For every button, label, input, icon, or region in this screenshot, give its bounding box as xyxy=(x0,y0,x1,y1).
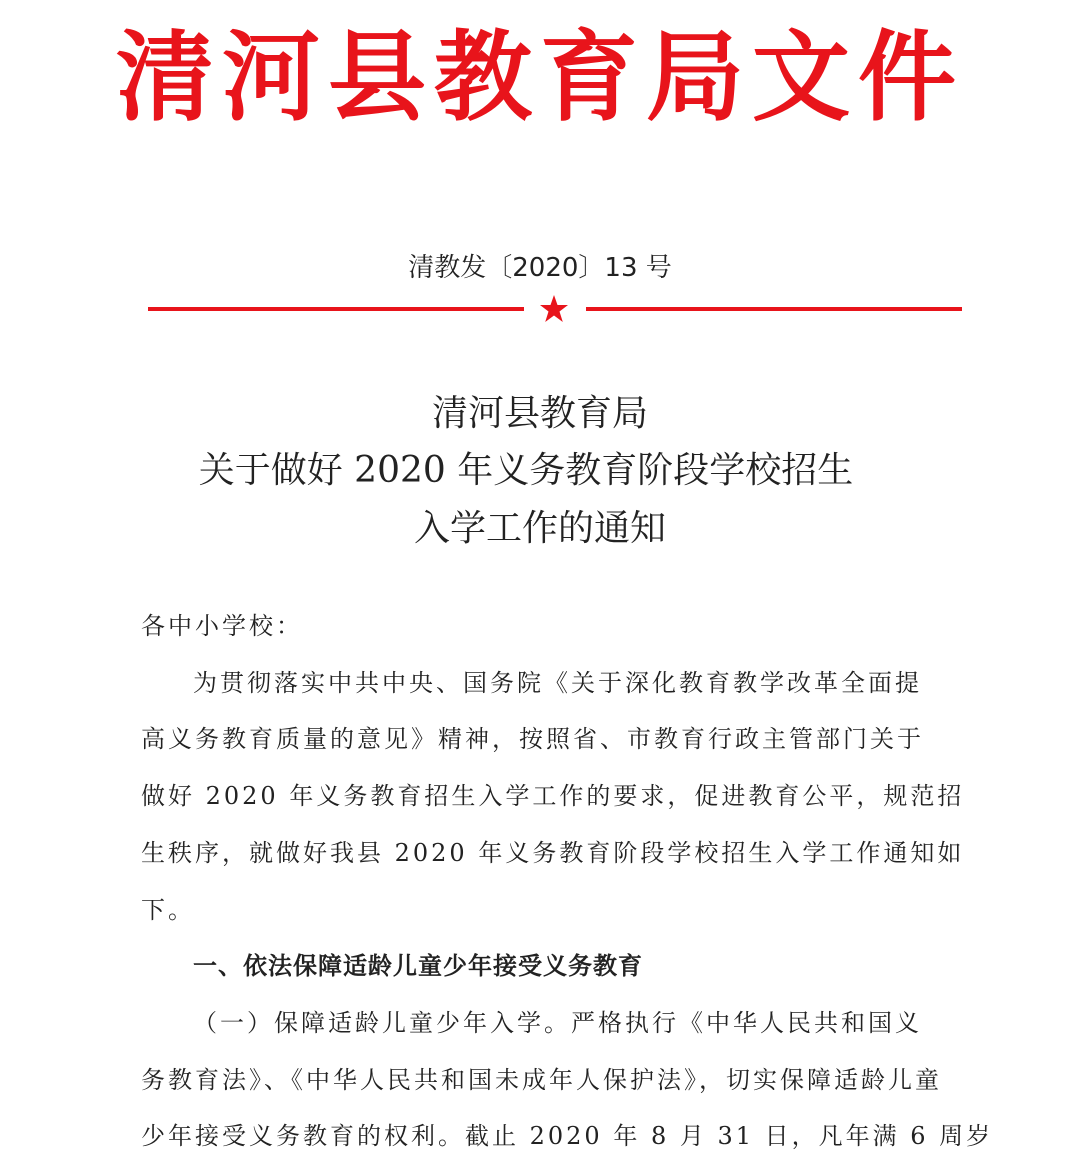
paragraph-line: 少年接受义务教育的权利。截止 2020 年 8 月 31 日，凡年满 6 周岁 xyxy=(141,1122,994,1150)
notice-title-line-1: 清河县教育局 xyxy=(431,393,648,434)
document-header-title: 清河县教育局文件 xyxy=(115,20,964,135)
notice-title-line-3: 入学工作的通知 xyxy=(413,508,666,549)
paragraph-line: 生秩序，就做好我县 2020 年义务教育阶段学校招生入学工作通知如 xyxy=(141,839,965,867)
star-icon xyxy=(537,292,571,326)
paragraph-line: 做好 2020 年义务教育招生入学工作的要求，促进教育公平，规范招 xyxy=(141,782,965,810)
paragraph-line: 下。 xyxy=(141,896,195,924)
notice-title-line-2: 关于做好 2020 年义务教育阶段学校招生 xyxy=(198,450,854,491)
salutation: 各中小学校： xyxy=(141,612,303,640)
red-divider-left xyxy=(148,307,524,311)
paragraph-line: 高义务教育质量的意见》精神，按照省、市教育行政主管部门关于 xyxy=(141,725,924,753)
document-number: 清教发〔2020〕13 号 xyxy=(408,253,672,283)
paragraph-line: 务教育法》、《中华人民共和国未成年人保护法》，切实保障适龄儿童 xyxy=(141,1066,942,1094)
paragraph-line: （一）保障适龄儿童少年入学。严格执行《中华人民共和国义 xyxy=(193,1009,922,1037)
paragraph-line: 为贯彻落实中共中央、国务院《关于深化教育教学改革全面提 xyxy=(193,669,922,697)
section-heading: 一、依法保障适龄儿童少年接受义务教育 xyxy=(193,952,643,980)
red-divider-right xyxy=(586,307,962,311)
